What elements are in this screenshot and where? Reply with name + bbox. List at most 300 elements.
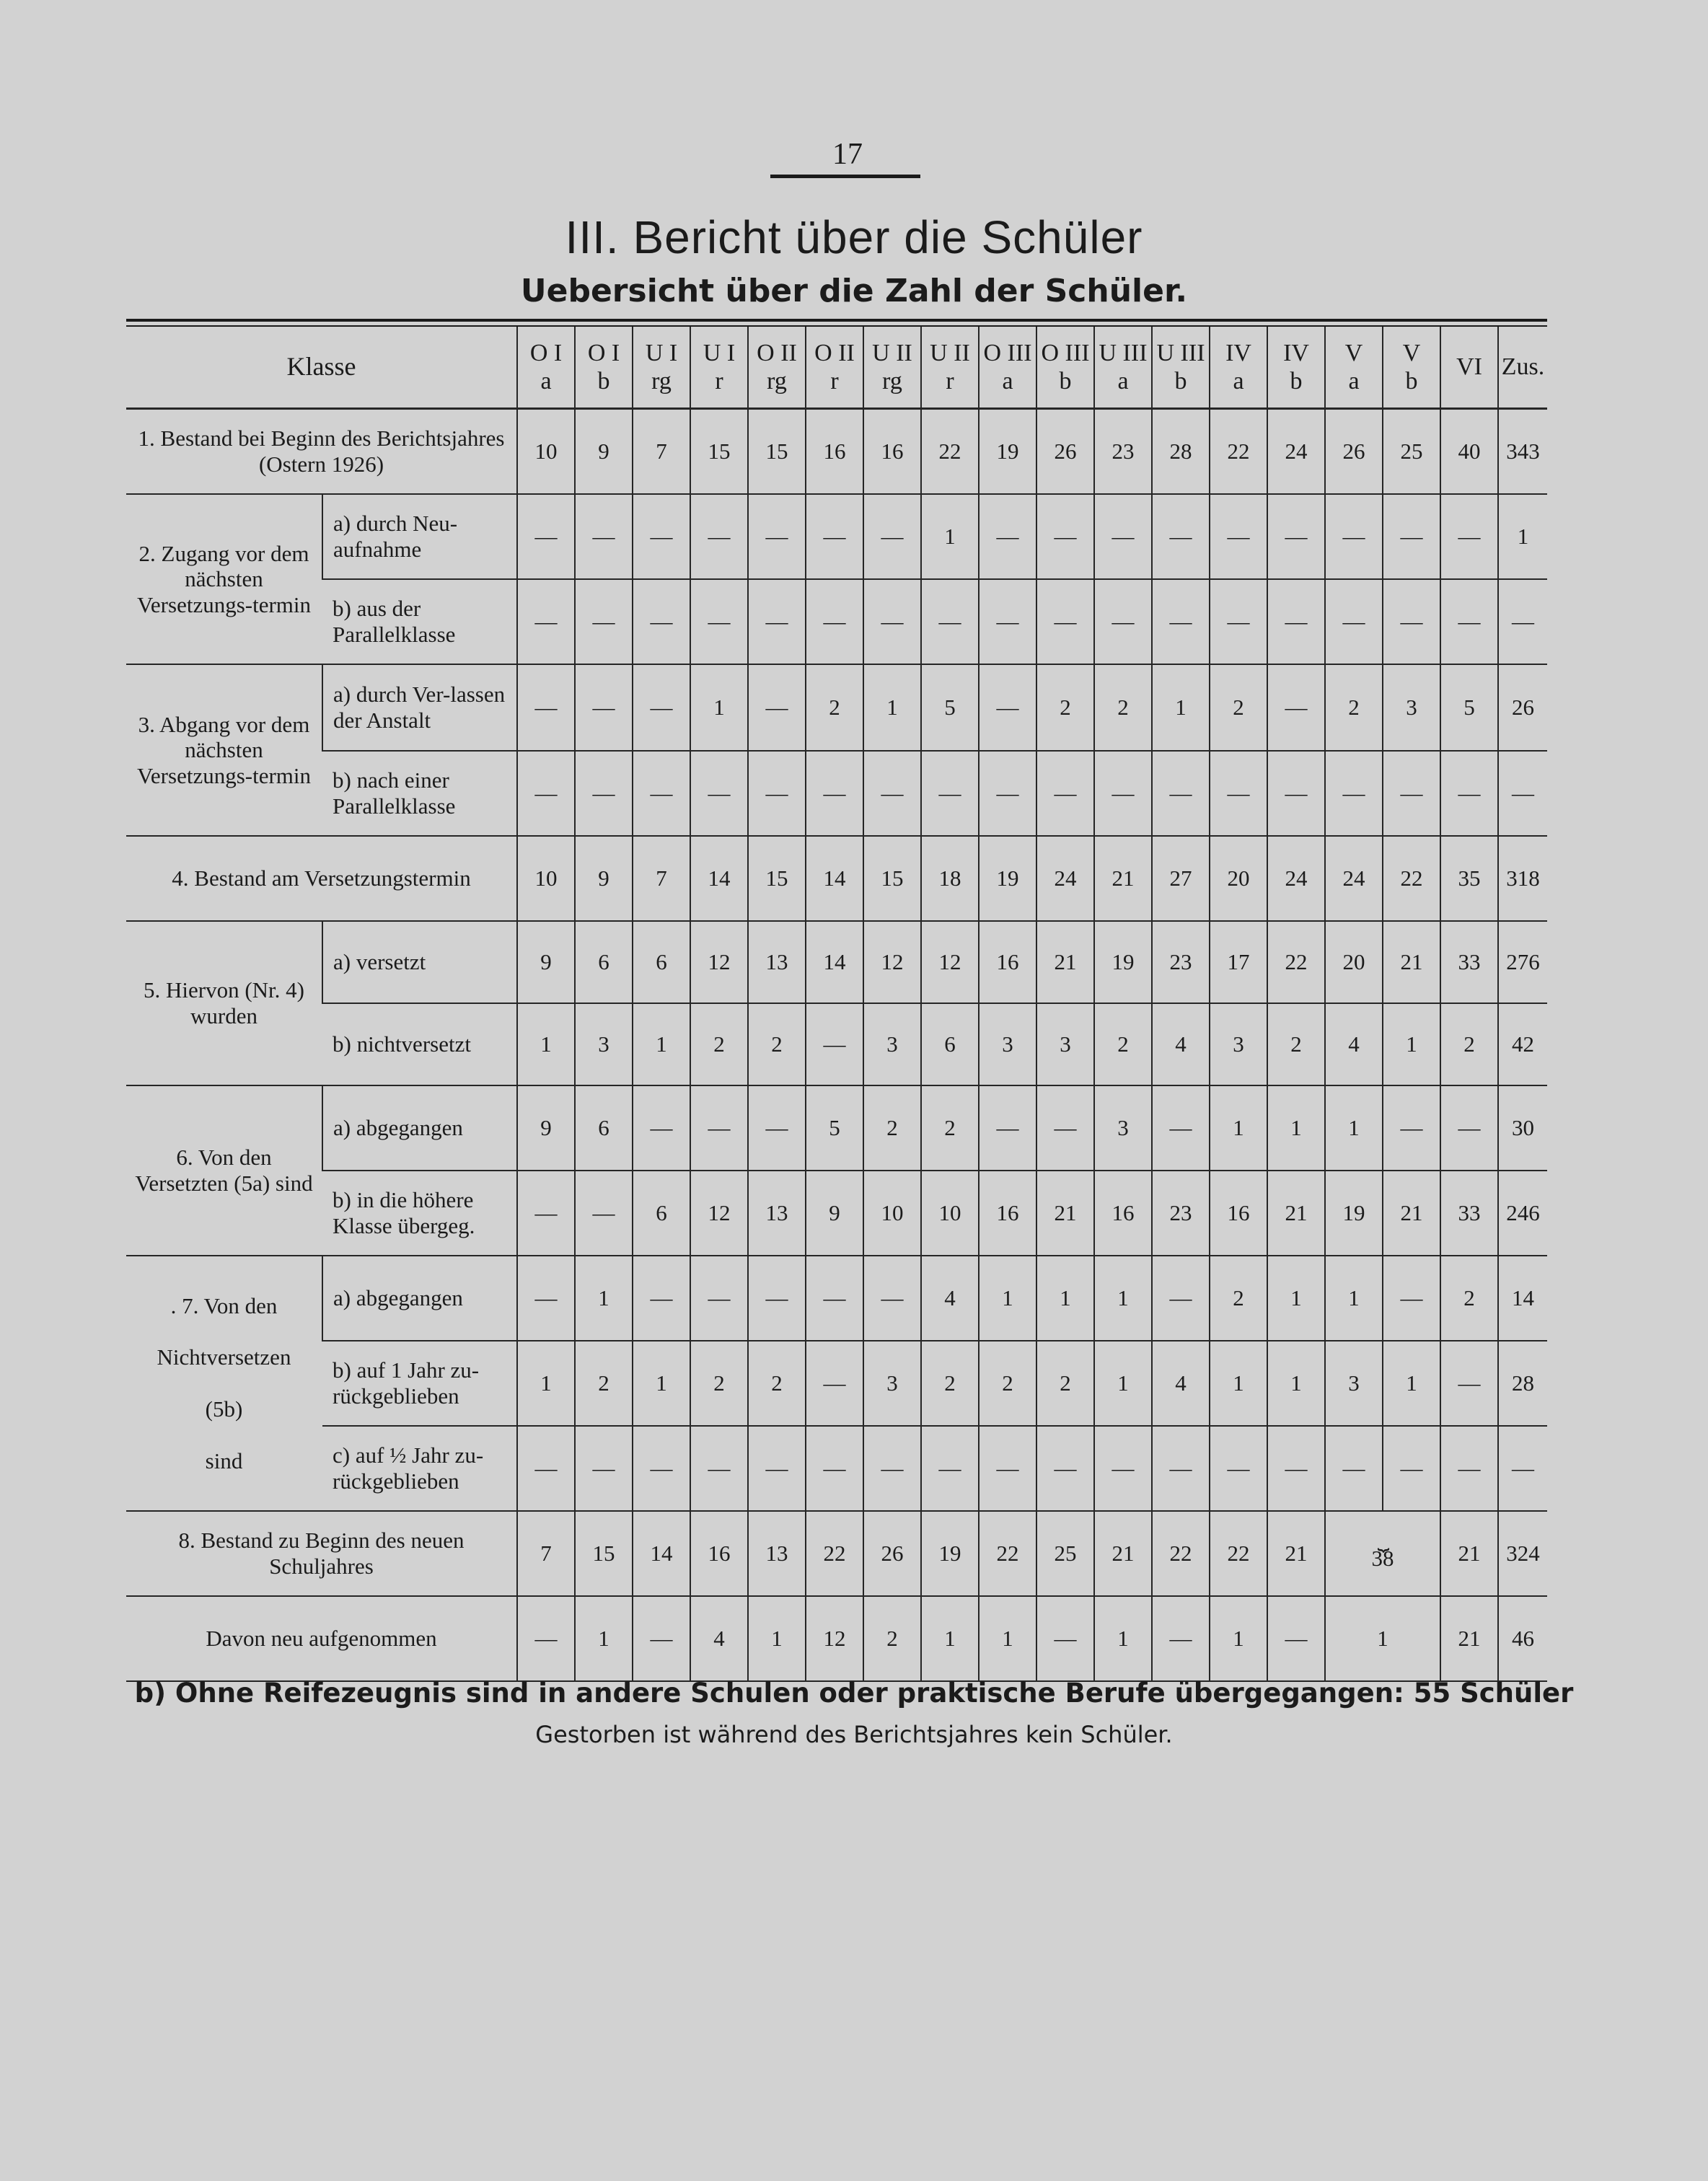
student-count-table bbox=[126, 327, 1547, 1682]
cell: — bbox=[806, 579, 863, 664]
footer-note-reifezeugnis: b) Ohne Reifezeugnis sind in andere Schulen oder praktische Berufe übergegangen: 55 Schüler bbox=[134, 1678, 1574, 1709]
cell: 6 bbox=[575, 1085, 633, 1171]
cell: 21 bbox=[1383, 921, 1440, 1003]
sub-label: a) durch Ver-lassen der Anstalt bbox=[322, 664, 517, 751]
cell: — bbox=[1152, 494, 1210, 579]
cell: 1 bbox=[1267, 1341, 1325, 1426]
cell: 12 bbox=[921, 921, 979, 1003]
sub-label: c) auf ½ Jahr zu-rückgeblieben bbox=[322, 1426, 517, 1511]
cell: 2 bbox=[921, 1341, 979, 1426]
cell: — bbox=[517, 1596, 575, 1681]
cell: 1 bbox=[748, 1596, 806, 1681]
column-header-bottom: b bbox=[1059, 368, 1072, 395]
cell: 1 bbox=[690, 664, 748, 751]
cell: 9 bbox=[575, 836, 633, 921]
column-header-top: O II bbox=[814, 339, 855, 366]
column-header-bottom: b bbox=[1405, 368, 1418, 395]
cell: — bbox=[1383, 1085, 1440, 1171]
cell: 25 bbox=[1383, 409, 1440, 495]
cell-total: 343 bbox=[1498, 409, 1547, 495]
cell: 12 bbox=[690, 1171, 748, 1256]
cell: 26 bbox=[1036, 409, 1094, 495]
cell: — bbox=[979, 579, 1036, 664]
cell: — bbox=[1152, 579, 1210, 664]
cell: 3 bbox=[863, 1003, 921, 1085]
cell: 19 bbox=[979, 409, 1036, 495]
cell: — bbox=[979, 751, 1036, 836]
cell: 22 bbox=[806, 1511, 863, 1596]
cell: 21 bbox=[1267, 1171, 1325, 1256]
cell: — bbox=[748, 579, 806, 664]
cell: 2 bbox=[863, 1085, 921, 1171]
cell: — bbox=[1152, 1426, 1210, 1511]
cell: 7 bbox=[517, 1511, 575, 1596]
cell: 21 bbox=[1094, 1511, 1152, 1596]
cell: — bbox=[690, 1426, 748, 1511]
column-header-top: U III bbox=[1099, 339, 1148, 366]
cell: 3 bbox=[575, 1003, 633, 1085]
row-label: 4. Bestand am Versetzungstermin bbox=[126, 836, 517, 921]
cell: 1 bbox=[633, 1341, 690, 1426]
cell: 14 bbox=[690, 836, 748, 921]
cell: 20 bbox=[1210, 836, 1267, 921]
sub-label: b) nach einer Parallelklasse bbox=[322, 751, 517, 836]
cell: 22 bbox=[1267, 921, 1325, 1003]
cell: — bbox=[1440, 751, 1498, 836]
cell: — bbox=[979, 664, 1036, 751]
cell: 6 bbox=[633, 1171, 690, 1256]
cell: — bbox=[1152, 751, 1210, 836]
cell: 25 bbox=[1036, 1511, 1094, 1596]
cell: — bbox=[690, 751, 748, 836]
cell: 1 bbox=[575, 1596, 633, 1681]
sub-label: b) aus der Parallelklasse bbox=[322, 579, 517, 664]
column-header-top: U III bbox=[1156, 339, 1205, 366]
cell: 10 bbox=[921, 1171, 979, 1256]
cell: 9 bbox=[575, 409, 633, 495]
cell: 22 bbox=[979, 1511, 1036, 1596]
cell-total: — bbox=[1498, 579, 1547, 664]
cell: 16 bbox=[1094, 1171, 1152, 1256]
group-label-line: Nichtversetzen bbox=[157, 1344, 291, 1370]
cell: 14 bbox=[633, 1511, 690, 1596]
cell: — bbox=[1267, 751, 1325, 836]
student-table-container bbox=[126, 319, 1547, 1682]
cell: 3 bbox=[1210, 1003, 1267, 1085]
cell: 22 bbox=[921, 409, 979, 495]
cell: 19 bbox=[979, 836, 1036, 921]
cell: — bbox=[1210, 494, 1267, 579]
cell: 12 bbox=[863, 921, 921, 1003]
cell: 2 bbox=[1036, 1341, 1094, 1426]
cell-total: 14 bbox=[1498, 1256, 1547, 1341]
cell: — bbox=[575, 751, 633, 836]
cell: — bbox=[517, 494, 575, 579]
cell: 26 bbox=[1325, 409, 1383, 495]
row-davon-neu-aufgenommen bbox=[126, 1596, 1547, 1681]
cell: — bbox=[633, 1426, 690, 1511]
column-header-top: U I bbox=[645, 339, 678, 366]
cell: 24 bbox=[1325, 836, 1383, 921]
cell: — bbox=[1267, 494, 1325, 579]
cell: 2 bbox=[921, 1085, 979, 1171]
cell: — bbox=[575, 494, 633, 579]
cell: — bbox=[748, 664, 806, 751]
cell: 16 bbox=[1210, 1171, 1267, 1256]
cell: — bbox=[1383, 1426, 1440, 1511]
column-header bbox=[1152, 327, 1210, 409]
cell: — bbox=[1383, 579, 1440, 664]
cell: — bbox=[1440, 494, 1498, 579]
row-2a-zugang-neuaufnahme bbox=[126, 494, 1547, 579]
cell: — bbox=[921, 579, 979, 664]
cell: 2 bbox=[748, 1341, 806, 1426]
cell: 2 bbox=[748, 1003, 806, 1085]
page-number: 17 bbox=[832, 138, 863, 171]
cell: — bbox=[1383, 751, 1440, 836]
cell: 1 bbox=[1325, 1085, 1383, 1171]
cell: 1 bbox=[921, 494, 979, 579]
cell: — bbox=[1440, 1085, 1498, 1171]
cell: 19 bbox=[1094, 921, 1152, 1003]
column-header-bottom: a bbox=[540, 368, 552, 395]
cell: 3 bbox=[1325, 1341, 1383, 1426]
column-header-bottom: r bbox=[830, 368, 839, 395]
group-label bbox=[126, 1256, 322, 1511]
column-header-bottom: b bbox=[1174, 368, 1187, 395]
cell: 33 bbox=[1440, 921, 1498, 1003]
cell: 3 bbox=[1383, 664, 1440, 751]
row-5b-nichtversetzt bbox=[126, 1003, 1547, 1085]
cell: — bbox=[1094, 751, 1152, 836]
cell: — bbox=[1267, 1596, 1325, 1681]
sub-label: b) in die höhere Klasse übergeg. bbox=[322, 1171, 517, 1256]
cell-total: — bbox=[1498, 751, 1547, 836]
cell-total: 1 bbox=[1498, 494, 1547, 579]
cell: 3 bbox=[979, 1003, 1036, 1085]
cell: 1 bbox=[921, 1596, 979, 1681]
cell: — bbox=[517, 664, 575, 751]
column-header-top: V bbox=[1344, 339, 1363, 366]
cell: — bbox=[633, 1596, 690, 1681]
cell: — bbox=[1325, 494, 1383, 579]
cell: 21 bbox=[1383, 1171, 1440, 1256]
cell: 1 bbox=[1210, 1341, 1267, 1426]
cell: 2 bbox=[1440, 1003, 1498, 1085]
cell: 4 bbox=[921, 1256, 979, 1341]
cell: 16 bbox=[863, 409, 921, 495]
cell-total: 276 bbox=[1498, 921, 1547, 1003]
cell: — bbox=[633, 751, 690, 836]
group-label: 3. Abgang vor dem nächsten Versetzungs-termin bbox=[126, 664, 322, 836]
cell: 22 bbox=[1152, 1511, 1210, 1596]
cell: 2 bbox=[1094, 664, 1152, 751]
cell: 12 bbox=[806, 1596, 863, 1681]
cell: — bbox=[806, 1256, 863, 1341]
header-row bbox=[126, 327, 1547, 409]
cell: 2 bbox=[690, 1341, 748, 1426]
row-4-bestand-versetzungstermin bbox=[126, 836, 1547, 921]
cell: — bbox=[1036, 1426, 1094, 1511]
cell: — bbox=[517, 1256, 575, 1341]
cell: 5 bbox=[806, 1085, 863, 1171]
cell: 9 bbox=[806, 1171, 863, 1256]
cell: 1 bbox=[1094, 1256, 1152, 1341]
row-label: 8. Bestand zu Beginn des neuen Schuljahres bbox=[126, 1511, 517, 1596]
cell: 9 bbox=[517, 1085, 575, 1171]
cell: — bbox=[1036, 579, 1094, 664]
cell: — bbox=[1210, 751, 1267, 836]
column-header bbox=[1383, 327, 1440, 409]
cell: 1 bbox=[575, 1256, 633, 1341]
cell: — bbox=[1152, 1256, 1210, 1341]
cell: 3 bbox=[863, 1341, 921, 1426]
cell: — bbox=[517, 1426, 575, 1511]
cell: 12 bbox=[690, 921, 748, 1003]
group-label-line: (5b) bbox=[205, 1396, 243, 1422]
column-header bbox=[1094, 327, 1152, 409]
column-header-bottom: rg bbox=[767, 368, 787, 395]
cell: 1 bbox=[1210, 1085, 1267, 1171]
cell: 24 bbox=[1267, 409, 1325, 495]
cell: 14 bbox=[806, 921, 863, 1003]
cell: — bbox=[863, 494, 921, 579]
column-header-bottom: a bbox=[1117, 368, 1129, 395]
cell: 1 bbox=[1094, 1341, 1152, 1426]
column-header-top: Zus. bbox=[1501, 353, 1545, 381]
column-header-bottom: b bbox=[1290, 368, 1303, 395]
cell-total: 28 bbox=[1498, 1341, 1547, 1426]
column-header bbox=[1267, 327, 1325, 409]
cell: — bbox=[1094, 494, 1152, 579]
column-header-top: O I bbox=[529, 339, 563, 366]
column-header-bottom: rg bbox=[882, 368, 902, 395]
cell: 21 bbox=[1440, 1596, 1498, 1681]
cell: — bbox=[690, 494, 748, 579]
column-header-top: IV bbox=[1283, 339, 1309, 366]
cell: 22 bbox=[1210, 409, 1267, 495]
column-header-top: O III bbox=[983, 339, 1032, 366]
cell: — bbox=[1094, 579, 1152, 664]
cell: 35 bbox=[1440, 836, 1498, 921]
cell: 5 bbox=[1440, 664, 1498, 751]
cell: — bbox=[748, 1085, 806, 1171]
cell: 1 bbox=[1267, 1085, 1325, 1171]
column-header bbox=[1440, 327, 1498, 409]
cell: 7 bbox=[633, 409, 690, 495]
sub-label: a) versetzt bbox=[322, 921, 517, 1003]
cell-total: 246 bbox=[1498, 1171, 1547, 1256]
cell: 27 bbox=[1152, 836, 1210, 921]
cell: 6 bbox=[575, 921, 633, 1003]
cell: — bbox=[517, 1171, 575, 1256]
cell: — bbox=[1152, 1596, 1210, 1681]
cell: 28 bbox=[1152, 409, 1210, 495]
cell: — bbox=[1267, 579, 1325, 664]
cell: — bbox=[1267, 1426, 1325, 1511]
column-header bbox=[979, 327, 1036, 409]
cell: — bbox=[1036, 1085, 1094, 1171]
page-number-rule bbox=[770, 175, 920, 178]
cell: 1 bbox=[633, 1003, 690, 1085]
cell: 13 bbox=[748, 921, 806, 1003]
row-6b-hoehere-klasse bbox=[126, 1171, 1547, 1256]
cell: 23 bbox=[1152, 1171, 1210, 1256]
cell: 18 bbox=[921, 836, 979, 921]
sub-label: a) durch Neu-aufnahme bbox=[322, 494, 517, 579]
cell: 2 bbox=[806, 664, 863, 751]
sub-label: a) abgegangen bbox=[322, 1256, 517, 1341]
cell: 15 bbox=[575, 1511, 633, 1596]
cell: — bbox=[748, 751, 806, 836]
cell: 1 bbox=[1036, 1256, 1094, 1341]
column-header bbox=[863, 327, 921, 409]
cell: — bbox=[575, 579, 633, 664]
row-8-bestand-neues-schuljahr bbox=[126, 1511, 1547, 1596]
cell: — bbox=[921, 1426, 979, 1511]
cell: — bbox=[575, 1426, 633, 1511]
column-header-top: O II bbox=[757, 339, 797, 366]
cell: 5 bbox=[921, 664, 979, 751]
column-header bbox=[575, 327, 633, 409]
row-7a-abgegangen bbox=[126, 1256, 1547, 1341]
cell: — bbox=[690, 1085, 748, 1171]
cell: 13 bbox=[748, 1171, 806, 1256]
cell: 15 bbox=[748, 836, 806, 921]
column-header-top: U II bbox=[930, 339, 970, 366]
cell: 26 bbox=[863, 1511, 921, 1596]
cell: 1 bbox=[979, 1596, 1036, 1681]
cell: 22 bbox=[1383, 836, 1440, 921]
cell: — bbox=[1094, 1426, 1152, 1511]
cell: — bbox=[1440, 579, 1498, 664]
cell-total: 46 bbox=[1498, 1596, 1547, 1681]
cell: — bbox=[1440, 1341, 1498, 1426]
cell: 1 bbox=[517, 1341, 575, 1426]
cell: — bbox=[863, 579, 921, 664]
cell: 21 bbox=[1094, 836, 1152, 921]
cell: — bbox=[1210, 579, 1267, 664]
cell: — bbox=[1383, 1256, 1440, 1341]
row-7c-halbes-jahr-zurueck bbox=[126, 1426, 1547, 1511]
column-header bbox=[1498, 327, 1547, 409]
cell: — bbox=[806, 751, 863, 836]
cell: — bbox=[690, 579, 748, 664]
group-label-line: sind bbox=[205, 1448, 243, 1473]
cell: 2 bbox=[1267, 1003, 1325, 1085]
cell: 6 bbox=[633, 921, 690, 1003]
column-header-bottom: a bbox=[1348, 368, 1360, 395]
cell: 15 bbox=[863, 836, 921, 921]
cell: 1 bbox=[1152, 664, 1210, 751]
cell: 22 bbox=[1210, 1511, 1267, 1596]
cell: — bbox=[1267, 664, 1325, 751]
cell: 23 bbox=[1094, 409, 1152, 495]
cell: — bbox=[633, 664, 690, 751]
cell: — bbox=[979, 494, 1036, 579]
cell-total: 324 bbox=[1498, 1511, 1547, 1596]
cell: — bbox=[863, 1256, 921, 1341]
column-header bbox=[748, 327, 806, 409]
cell: 4 bbox=[1325, 1003, 1383, 1085]
cell: — bbox=[863, 1426, 921, 1511]
cell-total: 26 bbox=[1498, 664, 1547, 751]
column-header-top: O III bbox=[1041, 339, 1090, 366]
row-5a-versetzt bbox=[126, 921, 1547, 1003]
cell: 21 bbox=[1036, 1171, 1094, 1256]
cell: — bbox=[690, 1256, 748, 1341]
brace-mark: ⏟ bbox=[1377, 1529, 1388, 1552]
column-header-top: U I bbox=[703, 339, 736, 366]
cell: 2 bbox=[1210, 1256, 1267, 1341]
cell: 33 bbox=[1440, 1171, 1498, 1256]
cell: 24 bbox=[1267, 836, 1325, 921]
cell: — bbox=[921, 751, 979, 836]
column-header-bottom: r bbox=[715, 368, 723, 395]
cell: 15 bbox=[748, 409, 806, 495]
cell: 2 bbox=[979, 1341, 1036, 1426]
cell-merged-v bbox=[1325, 1511, 1440, 1596]
column-header-bottom: a bbox=[1233, 368, 1244, 395]
cell: — bbox=[1152, 1085, 1210, 1171]
cell: 2 bbox=[575, 1341, 633, 1426]
column-header bbox=[517, 327, 575, 409]
page-title: III. Bericht über die Schüler bbox=[565, 211, 1143, 263]
cell: 3 bbox=[1036, 1003, 1094, 1085]
row-3a-abgang-anstalt bbox=[126, 664, 1547, 751]
cell: 40 bbox=[1440, 409, 1498, 495]
cell: 1 bbox=[517, 1003, 575, 1085]
group-label-line: . 7. Von den bbox=[170, 1292, 278, 1318]
column-header-bottom: a bbox=[1002, 368, 1013, 395]
cell: — bbox=[575, 1171, 633, 1256]
cell: — bbox=[806, 1426, 863, 1511]
cell: 2 bbox=[690, 1003, 748, 1085]
cell: 1 bbox=[979, 1256, 1036, 1341]
cell: 19 bbox=[1325, 1171, 1383, 1256]
cell: — bbox=[979, 1426, 1036, 1511]
cell: — bbox=[748, 1426, 806, 1511]
cell: 20 bbox=[1325, 921, 1383, 1003]
cell: — bbox=[517, 751, 575, 836]
cell-total: — bbox=[1498, 1426, 1547, 1511]
cell: — bbox=[1036, 494, 1094, 579]
cell: 10 bbox=[863, 1171, 921, 1256]
row-1-bestand-beginn bbox=[126, 409, 1547, 495]
column-header-bottom: r bbox=[946, 368, 954, 395]
sub-label: a) abgegangen bbox=[322, 1085, 517, 1171]
column-header-bottom: rg bbox=[651, 368, 672, 395]
cell: — bbox=[806, 1341, 863, 1426]
cell: — bbox=[1325, 751, 1383, 836]
cell: 2 bbox=[1094, 1003, 1152, 1085]
cell-total: 30 bbox=[1498, 1085, 1547, 1171]
cell: — bbox=[863, 751, 921, 836]
column-header-bottom: b bbox=[597, 368, 610, 395]
cell: — bbox=[633, 1256, 690, 1341]
cell: 16 bbox=[979, 1171, 1036, 1256]
group-label: 2. Zugang vor dem nächsten Versetzungs-termin bbox=[126, 494, 322, 664]
cell: 1 bbox=[1325, 1256, 1383, 1341]
cell: — bbox=[517, 579, 575, 664]
cell: 1 bbox=[863, 664, 921, 751]
column-header-top: O I bbox=[587, 339, 620, 366]
cell: — bbox=[575, 664, 633, 751]
cell: 16 bbox=[690, 1511, 748, 1596]
cell-merged-v: 1 bbox=[1325, 1596, 1440, 1681]
cell: 1 bbox=[1383, 1003, 1440, 1085]
cell: — bbox=[1383, 494, 1440, 579]
